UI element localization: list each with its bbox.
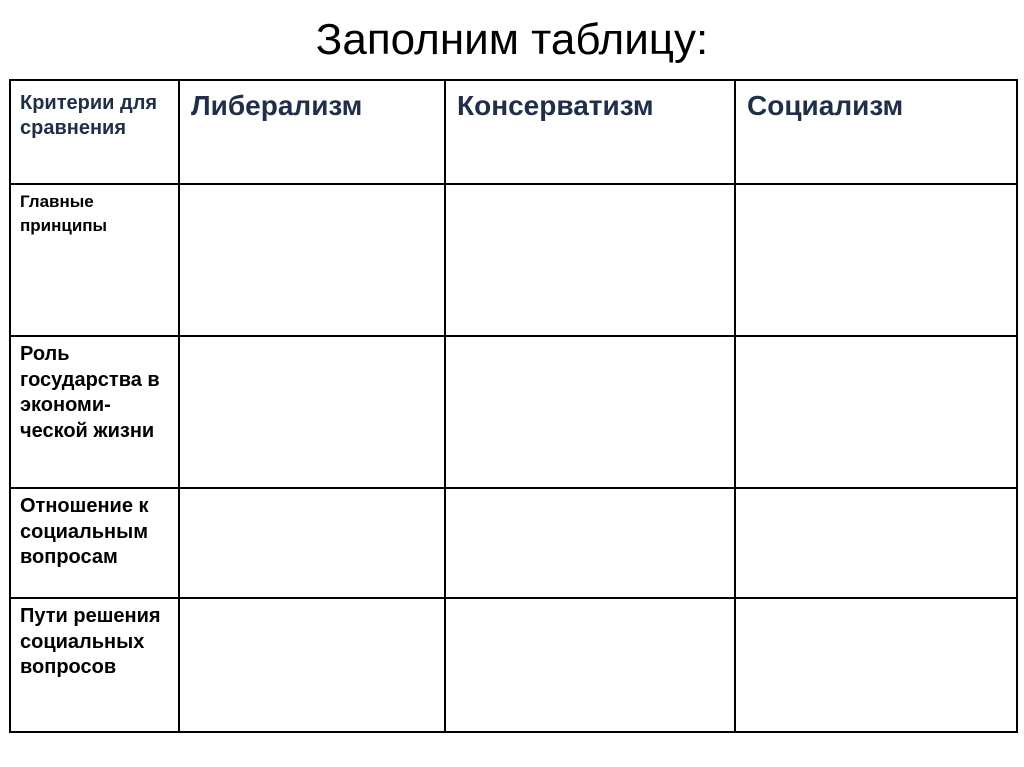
table-cell[interactable]: [179, 184, 445, 336]
table-cell[interactable]: [445, 336, 735, 488]
table-row: [10, 488, 1017, 598]
row-label-social-solutions: Пути решения социальных вопросов: [10, 598, 179, 732]
table-cell[interactable]: [735, 598, 1017, 732]
table-cell[interactable]: [735, 336, 1017, 488]
table-row: [10, 598, 1017, 732]
table-cell[interactable]: [445, 184, 735, 336]
column-header-conservatism: Консерватизм: [445, 80, 735, 184]
table-cell[interactable]: [179, 598, 445, 732]
table-row: [10, 336, 1017, 488]
table-cell[interactable]: [179, 336, 445, 488]
table-cell[interactable]: [445, 488, 735, 598]
table-header-row: [10, 80, 1017, 184]
row-label-main-principles: Главные принципы: [10, 184, 179, 336]
criteria-header: Критерии для сравнения: [10, 80, 179, 184]
table-cell[interactable]: [179, 488, 445, 598]
page-title: Заполним таблицу:: [315, 15, 709, 64]
comparison-table: [9, 79, 1018, 733]
table-cell[interactable]: [735, 184, 1017, 336]
table-cell[interactable]: [445, 598, 735, 732]
column-header-socialism: Социализм: [735, 80, 1017, 184]
row-label-social-attitude: Отношение к социальным вопросам: [10, 488, 179, 598]
table-cell[interactable]: [735, 488, 1017, 598]
row-label-state-role: Роль государства в экономи-ческой жизни: [10, 336, 179, 488]
table-row: [10, 184, 1017, 336]
column-header-liberalism: Либерализм: [179, 80, 445, 184]
